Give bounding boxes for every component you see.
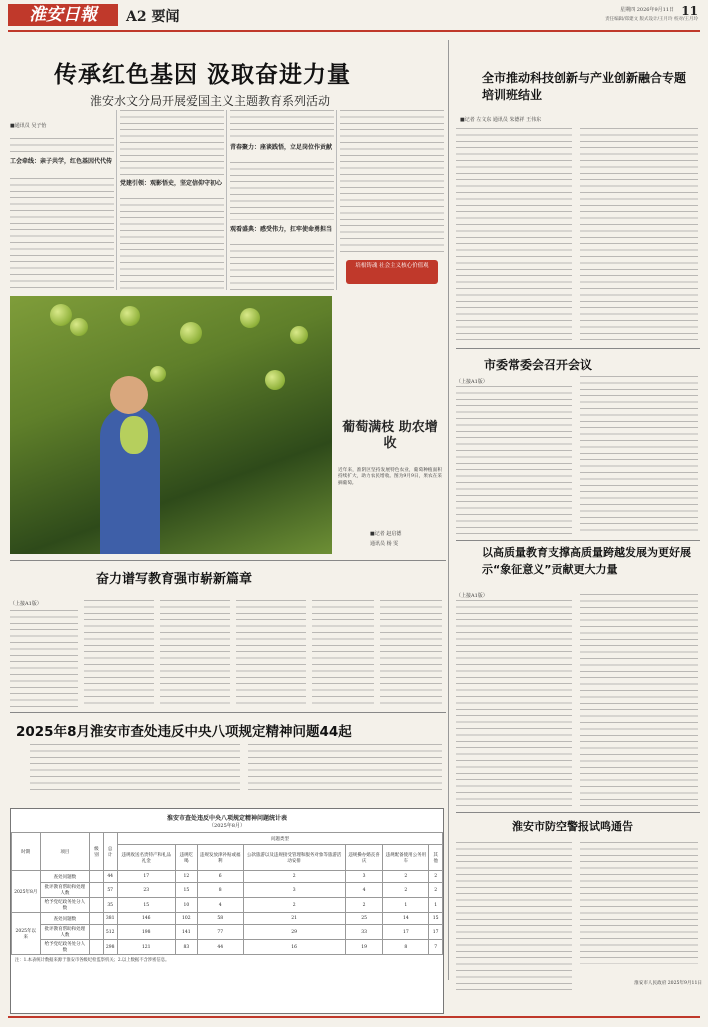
editor-line: 责任编辑/郑建文 版式设计/王月玲 校对/王月玲 bbox=[605, 17, 698, 22]
training-headline: 全市推动科技创新与产业创新融合专题培训班结业 bbox=[482, 71, 687, 102]
quality-col-1 bbox=[456, 600, 572, 806]
lead-col3-body-mid bbox=[230, 162, 334, 220]
table-cell-level bbox=[90, 898, 104, 913]
table-cell: 58 bbox=[197, 913, 243, 925]
table-cell: 19 bbox=[345, 940, 383, 955]
table-cell: 8 bbox=[383, 940, 429, 955]
section-label: A2 要闻 bbox=[126, 9, 180, 25]
stats-table bbox=[10, 808, 444, 1014]
table-cell: 14 bbox=[383, 913, 429, 925]
table-row bbox=[12, 898, 443, 913]
col-divider bbox=[226, 110, 227, 290]
lead-headline: 传承红色基因 汲取奋进力量 bbox=[54, 62, 352, 88]
table-cell: 44 bbox=[103, 871, 117, 883]
section-rule bbox=[456, 540, 700, 541]
report-intro-col-1 bbox=[30, 744, 240, 794]
quality-col-2 bbox=[580, 594, 698, 806]
col-divider bbox=[336, 110, 337, 290]
table-cell-period: 2025年以来 bbox=[12, 913, 41, 955]
table-cell-level bbox=[90, 883, 104, 898]
table-header: 违规操办婚丧喜庆 bbox=[345, 845, 383, 871]
notice-signoff: 淮安市人民政府 2025年9月11日 bbox=[634, 981, 702, 986]
training-col-1 bbox=[456, 128, 572, 342]
table-cell: 2 bbox=[383, 883, 429, 898]
table-row bbox=[12, 871, 443, 883]
table-cell: 6 bbox=[197, 871, 243, 883]
table-cell: 102 bbox=[175, 913, 197, 925]
stats-table-grid bbox=[11, 832, 443, 955]
table-cell: 298 bbox=[103, 940, 117, 955]
table-cell: 4 bbox=[345, 883, 383, 898]
table-cell-period: 2025年8月 bbox=[12, 871, 41, 913]
report-headline: 2025年8月淮安市查处违反中央八项规定精神问题44起 bbox=[16, 724, 352, 740]
table-cell: 198 bbox=[117, 925, 175, 940]
air-raid-notice-headline: 淮安市防空警报试鸣通告 bbox=[512, 820, 633, 833]
table-cell: 10 bbox=[175, 898, 197, 913]
lead-subhead-3: 青春聚力：座谈践悟，立足岗位作贡献 bbox=[230, 144, 333, 151]
table-header: 级别 bbox=[90, 833, 104, 871]
education-col-2 bbox=[84, 600, 154, 708]
training-col-2 bbox=[580, 128, 698, 342]
table-header: 违规收送名贵特产和礼品礼金 bbox=[117, 845, 175, 871]
footer-rule bbox=[8, 1016, 700, 1018]
grape-cluster bbox=[265, 370, 285, 390]
table-cell: 33 bbox=[345, 925, 383, 940]
education-quality-headline: 以高质量教育支撑高质量跨越发展为更好展示“象征意义”贡献更大力量 bbox=[482, 546, 691, 576]
grape-cluster bbox=[290, 326, 308, 344]
education-col-4 bbox=[236, 600, 306, 708]
lead-col3-body-top bbox=[230, 110, 334, 140]
section-rule bbox=[456, 348, 700, 349]
table-header: 项目 bbox=[40, 833, 90, 871]
slogan-tag: 培根铸魂 社会主义核心价值观 bbox=[346, 260, 438, 284]
report-intro-col-2 bbox=[248, 744, 442, 794]
grape-cluster bbox=[70, 318, 88, 336]
table-cell: 141 bbox=[175, 925, 197, 940]
lead-subhead-1: 工会牵线：亲子共学，红色基因代代传 bbox=[10, 158, 113, 165]
lead-col4-body bbox=[340, 110, 444, 256]
table-header: 总计 bbox=[103, 833, 117, 871]
lead-col1-body-top bbox=[10, 138, 114, 154]
table-note: 注：1.本表统计数据来源于淮安市各级纪检监察机关；2.以上数据不含涉密信息。 bbox=[15, 958, 170, 963]
table-cell: 29 bbox=[243, 925, 345, 940]
table-cell-item: 查处问题数 bbox=[40, 871, 90, 883]
table-cell-level bbox=[90, 925, 104, 940]
standing-committee-byline: （上接A1版） bbox=[456, 379, 488, 385]
table-period: （2025年8月） bbox=[209, 823, 245, 829]
table-cell: 57 bbox=[103, 883, 117, 898]
photo-credit-contributor: 通讯员 杨 雯 bbox=[370, 541, 399, 547]
education-col-1 bbox=[10, 610, 78, 708]
notice-col-2 bbox=[580, 842, 698, 964]
date-line: 星期四 2026年9月11日 bbox=[620, 7, 674, 13]
lead-col3-body bbox=[230, 244, 334, 290]
lead-col2-body-top bbox=[120, 110, 224, 176]
committee-col-1 bbox=[456, 386, 572, 534]
lead-subtitle: 淮安水文分局开展爱国主义主题教育系列活动 bbox=[90, 94, 331, 108]
education-col-3 bbox=[160, 600, 230, 708]
table-cell: 2 bbox=[429, 871, 443, 883]
header-rule bbox=[8, 30, 700, 32]
grape-cluster bbox=[120, 306, 140, 326]
table-title: 淮安市查处违反中央八项规定精神问题统计表 bbox=[166, 815, 287, 822]
table-cell-level bbox=[90, 913, 104, 925]
education-headline: 奋力谱写教育强市崭新篇章 bbox=[96, 572, 253, 587]
table-row bbox=[12, 883, 443, 898]
table-cell: 512 bbox=[103, 925, 117, 940]
table-cell: 7 bbox=[429, 940, 443, 955]
table-header: 违规发放津补贴或福利 bbox=[197, 845, 243, 871]
grape-cluster bbox=[180, 322, 202, 344]
table-cell: 17 bbox=[383, 925, 429, 940]
table-header: 其他 bbox=[429, 845, 443, 871]
lead-subhead-2: 党建引领：观影悟史，坚定信仰守初心 bbox=[120, 180, 223, 187]
education-col-5 bbox=[312, 600, 374, 708]
table-cell: 17 bbox=[117, 871, 175, 883]
table-cell: 35 bbox=[103, 898, 117, 913]
photo-title: 葡萄满枝 助农增收 bbox=[342, 420, 438, 451]
notice-col-1 bbox=[456, 842, 572, 992]
photo-credit-reporter: ■记者 赵启德 bbox=[370, 531, 402, 537]
table-cell-item: 查处问题数 bbox=[40, 913, 90, 925]
standing-committee-headline: 市委常委会召开会议 bbox=[484, 358, 593, 372]
table-cell-item: 批评教育帮助和处理人数 bbox=[40, 925, 90, 940]
grape-photo bbox=[10, 296, 332, 554]
table-cell: 8 bbox=[197, 883, 243, 898]
table-header: 违规配备使用公务用车 bbox=[383, 845, 429, 871]
education-col-6 bbox=[380, 600, 442, 708]
table-row bbox=[12, 940, 443, 955]
masthead-logo: 淮安日報 bbox=[8, 4, 118, 26]
table-cell-level bbox=[90, 940, 104, 955]
table-row bbox=[12, 925, 443, 940]
table-cell: 2 bbox=[383, 871, 429, 883]
table-cell: 16 bbox=[243, 940, 345, 955]
table-cell-level bbox=[90, 871, 104, 883]
page-number: 11 bbox=[681, 4, 698, 18]
table-cell: 2 bbox=[345, 898, 383, 913]
table-cell: 381 bbox=[103, 913, 117, 925]
committee-col-2 bbox=[580, 376, 698, 534]
table-cell-item: 给予党纪政务处分人数 bbox=[40, 898, 90, 913]
table-cell: 146 bbox=[117, 913, 175, 925]
table-cell: 2 bbox=[243, 898, 345, 913]
table-cell: 1 bbox=[383, 898, 429, 913]
table-cell: 15 bbox=[117, 898, 175, 913]
education-quality-byline: （上接A1版） bbox=[456, 593, 488, 599]
section-rule bbox=[456, 812, 700, 813]
table-cell: 15 bbox=[429, 913, 443, 925]
grape-cluster bbox=[50, 304, 72, 326]
training-byline: ■记者 左文东 通讯员 朱德祥 王伟东 bbox=[460, 117, 542, 123]
lead-subhead-4: 观看盛典：感受伟力，扛牢使命勇担当 bbox=[230, 226, 333, 233]
table-cell: 17 bbox=[429, 925, 443, 940]
table-group-header: 问题类型 bbox=[117, 833, 442, 845]
table-header: 公款旅游以及违规接受管理和服务对象等旅游活动安排 bbox=[243, 845, 345, 871]
lead-byline: ■通讯员 吴子怡 bbox=[10, 123, 47, 129]
table-cell: 12 bbox=[175, 871, 197, 883]
grape-cluster bbox=[150, 366, 166, 382]
table-cell: 3 bbox=[345, 871, 383, 883]
table-row bbox=[12, 913, 443, 925]
grape-bunch-held bbox=[120, 416, 148, 454]
table-cell: 44 bbox=[197, 940, 243, 955]
table-cell: 4 bbox=[197, 898, 243, 913]
table-cell: 23 bbox=[117, 883, 175, 898]
table-cell: 1 bbox=[429, 898, 443, 913]
photo-caption: 近年来，淮阴区坚持发展特色农业，葡萄种植面积持续扩大，助力农民增收。图为9月9日，果农在采摘葡萄。 bbox=[338, 468, 442, 486]
col-divider bbox=[116, 110, 117, 290]
table-cell: 21 bbox=[243, 913, 345, 925]
lead-col2-body bbox=[120, 198, 224, 290]
table-cell: 2 bbox=[243, 871, 345, 883]
grape-cluster bbox=[240, 308, 260, 328]
table-cell: 15 bbox=[175, 883, 197, 898]
table-cell: 3 bbox=[243, 883, 345, 898]
table-cell: 25 bbox=[345, 913, 383, 925]
table-cell: 2 bbox=[429, 883, 443, 898]
table-cell: 121 bbox=[117, 940, 175, 955]
lead-col1-body bbox=[10, 178, 114, 290]
section-rule bbox=[10, 560, 446, 561]
education-byline: （上接A1版） bbox=[10, 601, 42, 607]
table-cell-item: 给予党纪政务处分人数 bbox=[40, 940, 90, 955]
table-cell: 77 bbox=[197, 925, 243, 940]
table-header: 时期 bbox=[12, 833, 41, 871]
table-cell-item: 批评教育帮助和处理人数 bbox=[40, 883, 90, 898]
page-divider bbox=[448, 40, 449, 980]
table-header: 违规吃喝 bbox=[175, 845, 197, 871]
table-cell: 83 bbox=[175, 940, 197, 955]
farmer-head bbox=[110, 376, 148, 414]
section-rule bbox=[10, 712, 446, 713]
